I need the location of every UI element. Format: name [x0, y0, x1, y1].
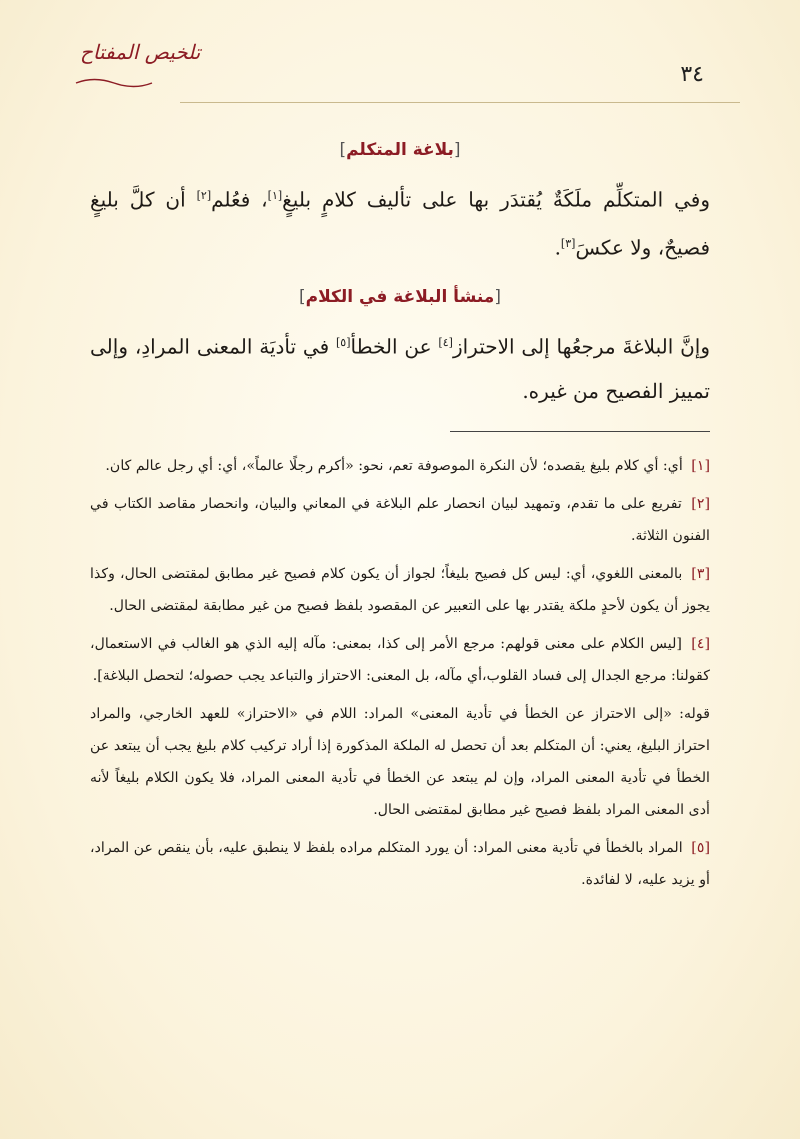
header-rule [180, 102, 740, 103]
footnote-number: [٢] [691, 495, 710, 512]
footnote-4: [٤] [ليس الكلام على معنى قولهم: مرجع الأمر إلى كذا، بمعنى: مآله إليه الذي هو الغالب في الاستعمال، كقولنا: مرجع الجدال إلى فساد القلوب،أي مآله، بل المعنى: الاحتراز والتباعد يجب حصوله؛ لتحصل البلاغة]. [90, 635, 710, 684]
section-heading-text: منشأ البلاغة في الكلام [305, 287, 495, 308]
footnote-ref: [٥] [336, 336, 351, 350]
footnote-number: [١] [691, 457, 710, 474]
section-heading-2: [منشأ البلاغة في الكلام] [299, 287, 501, 308]
footnote-1: [١] أي: أي كلام بليغ يقصده؛ لأن النكرة الموصوفة تعم، نحو: «أكرم رجلًا عالماً»، أي: أي رجل عالم كان. [105, 457, 710, 474]
page-number: ٣٤ [680, 62, 704, 87]
book-logo: تلخيص المفتاح [80, 40, 201, 64]
footnote-5: [٥] المراد بالخطأ في تأدية معنى المراد: أن يورد المتكلم مراده بلفظ لا ينطبق عليه، بأن ينقص عن المراد، أو يزيد عليه، لا لفائدة. [90, 839, 710, 888]
footnote-number: [٣] [691, 565, 710, 582]
logo-ornament-icon [74, 76, 154, 90]
footnote-number: [٤] [691, 635, 710, 652]
section-heading-text: بلاغة المتكلم [346, 140, 454, 160]
footnote-number: [٥] [691, 839, 710, 856]
footnote-ref: [٢] [196, 189, 212, 202]
section-heading-1: [بلاغة المتكلم] [339, 140, 461, 160]
main-paragraph-2: وإنَّ البلاغةَ مرجعُها إلى الاحتراز[٤] عن الخطأ[٥] في تأديَة المعنى المرادِ، وإلى تمييز الفصيح من غيره. [90, 334, 711, 403]
page-header [60, 40, 740, 110]
main-paragraph-1: وفي المتكلِّم ملَكَةٌ يُقتدَر بها على تأليف كلامٍ بليغٍ[١]، فعُلم[٢] أن كلَّ بليغٍ فصيحٌ، ولا عكسَ[٣]. [90, 187, 711, 260]
content [90, 140, 710, 902]
footnote-ref: [٣] [560, 236, 576, 250]
footnote-ref: [١] [267, 189, 283, 202]
footnote-ref: [٤] [438, 336, 453, 350]
footnote-2: [٢] تفريع على ما تقدم، وتمهيد لبيان انحصار علم البلاغة في المعاني والبيان، وانحصار مقاصد الكتاب في الفنون الثلاثة. [90, 495, 710, 544]
footnote-4-continued: قوله: «إلى الاحتراز عن الخطأ في تأدية المعنى» المراد: اللام في «الاحتراز» للعهد الخارجي، والمراد احتراز البليغ، يعني: أن المتكلم بعد أن تحصل له الملكة المذكورة إذا أراد تركيب كلام بليغ يجب أن يبتعد عن الخطأ في تأدية المعنى المراد، وإن لم يبتعد عن الخطأ في تأدية المعنى المراد، فلا يكون الكلام بليغاً لأنه أدى المعنى المراد بلفظ فصيح غير مطابق لمقتضى الحال. [90, 705, 710, 818]
footnote-3: [٣] بالمعنى اللغوي، أي: ليس كل فصيح بليغاً؛ لجواز أن يكون كلام فصيح غير مطابق لمقتضى الحال، وكذا يجوز أن يكون لأحدٍ ملكة يقتدر بها على التعبير عن المقصود بلفظ فصيح من غير مطابقة لمقتضى الحال. [90, 565, 710, 614]
footnote-separator [450, 431, 710, 432]
